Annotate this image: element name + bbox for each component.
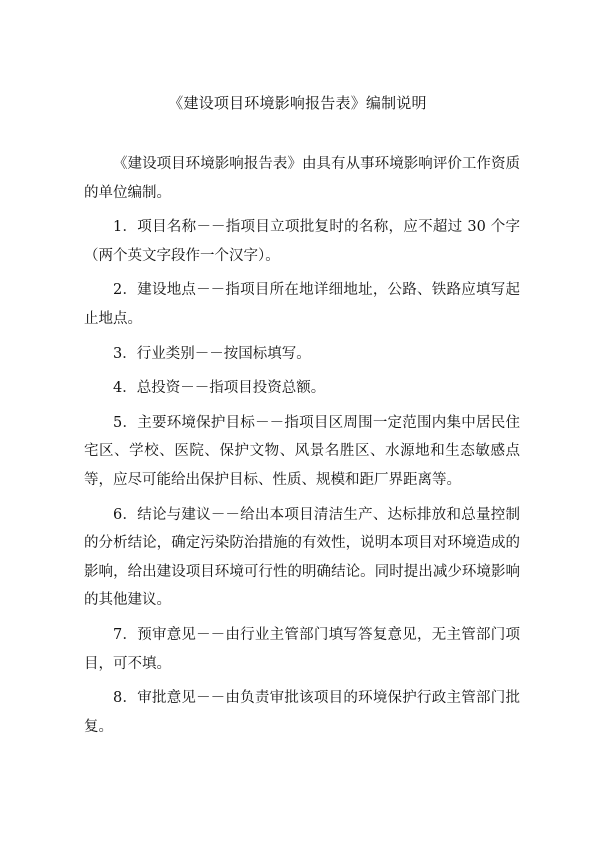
document-title: 《建设项目环境影响报告表》编制说明 — [168, 94, 427, 112]
item-preliminary-review: 7．预审意见－－由行业主管部门填写答复意见，无主管部门项目，可不填。 — [84, 626, 520, 672]
item-protection-targets: 5．主要环境保护目标－－指项目区周围一定范围内集中居民住宅区、学校、医院、保护文物、风景名胜区、水源地和生态敏感点等，应尽可能给出保护目标、性质、规模和距厂界距离等。 — [84, 414, 520, 488]
item-project-name: 1．项目名称－－指项目立项批复时的名称，应不超过 30 个字（两个英文字段作一个汉字）。 — [84, 219, 520, 264]
item-conclusions: 6．结论与建议－－给出本项目清洁生产、达标排放和总量控制的分析结论，确定污染防治措施的有效性，说明本项目对环境造成的影响，给出建设项目环境可行性的明确结论。同时提出减少环境影响的其他建议。 — [84, 506, 520, 609]
item-industry-category: 3．行业类别－－按国标填写。 — [113, 345, 311, 362]
item-approval-opinion: 8．审批意见－－由负责审批该项目的环境保护行政主管部门批复。 — [84, 690, 520, 735]
item-construction-site: 2．建设地点－－指项目所在地详细地址，公路、铁路应填写起止地点。 — [84, 282, 520, 327]
item-total-investment: 4．总投资－－指项目投资总额。 — [113, 380, 326, 397]
document-body — [84, 150, 520, 747]
intro-paragraph: 《建设项目环境影响报告表》由具有从事环境影响评价工作资质的单位编制。 — [84, 156, 520, 201]
